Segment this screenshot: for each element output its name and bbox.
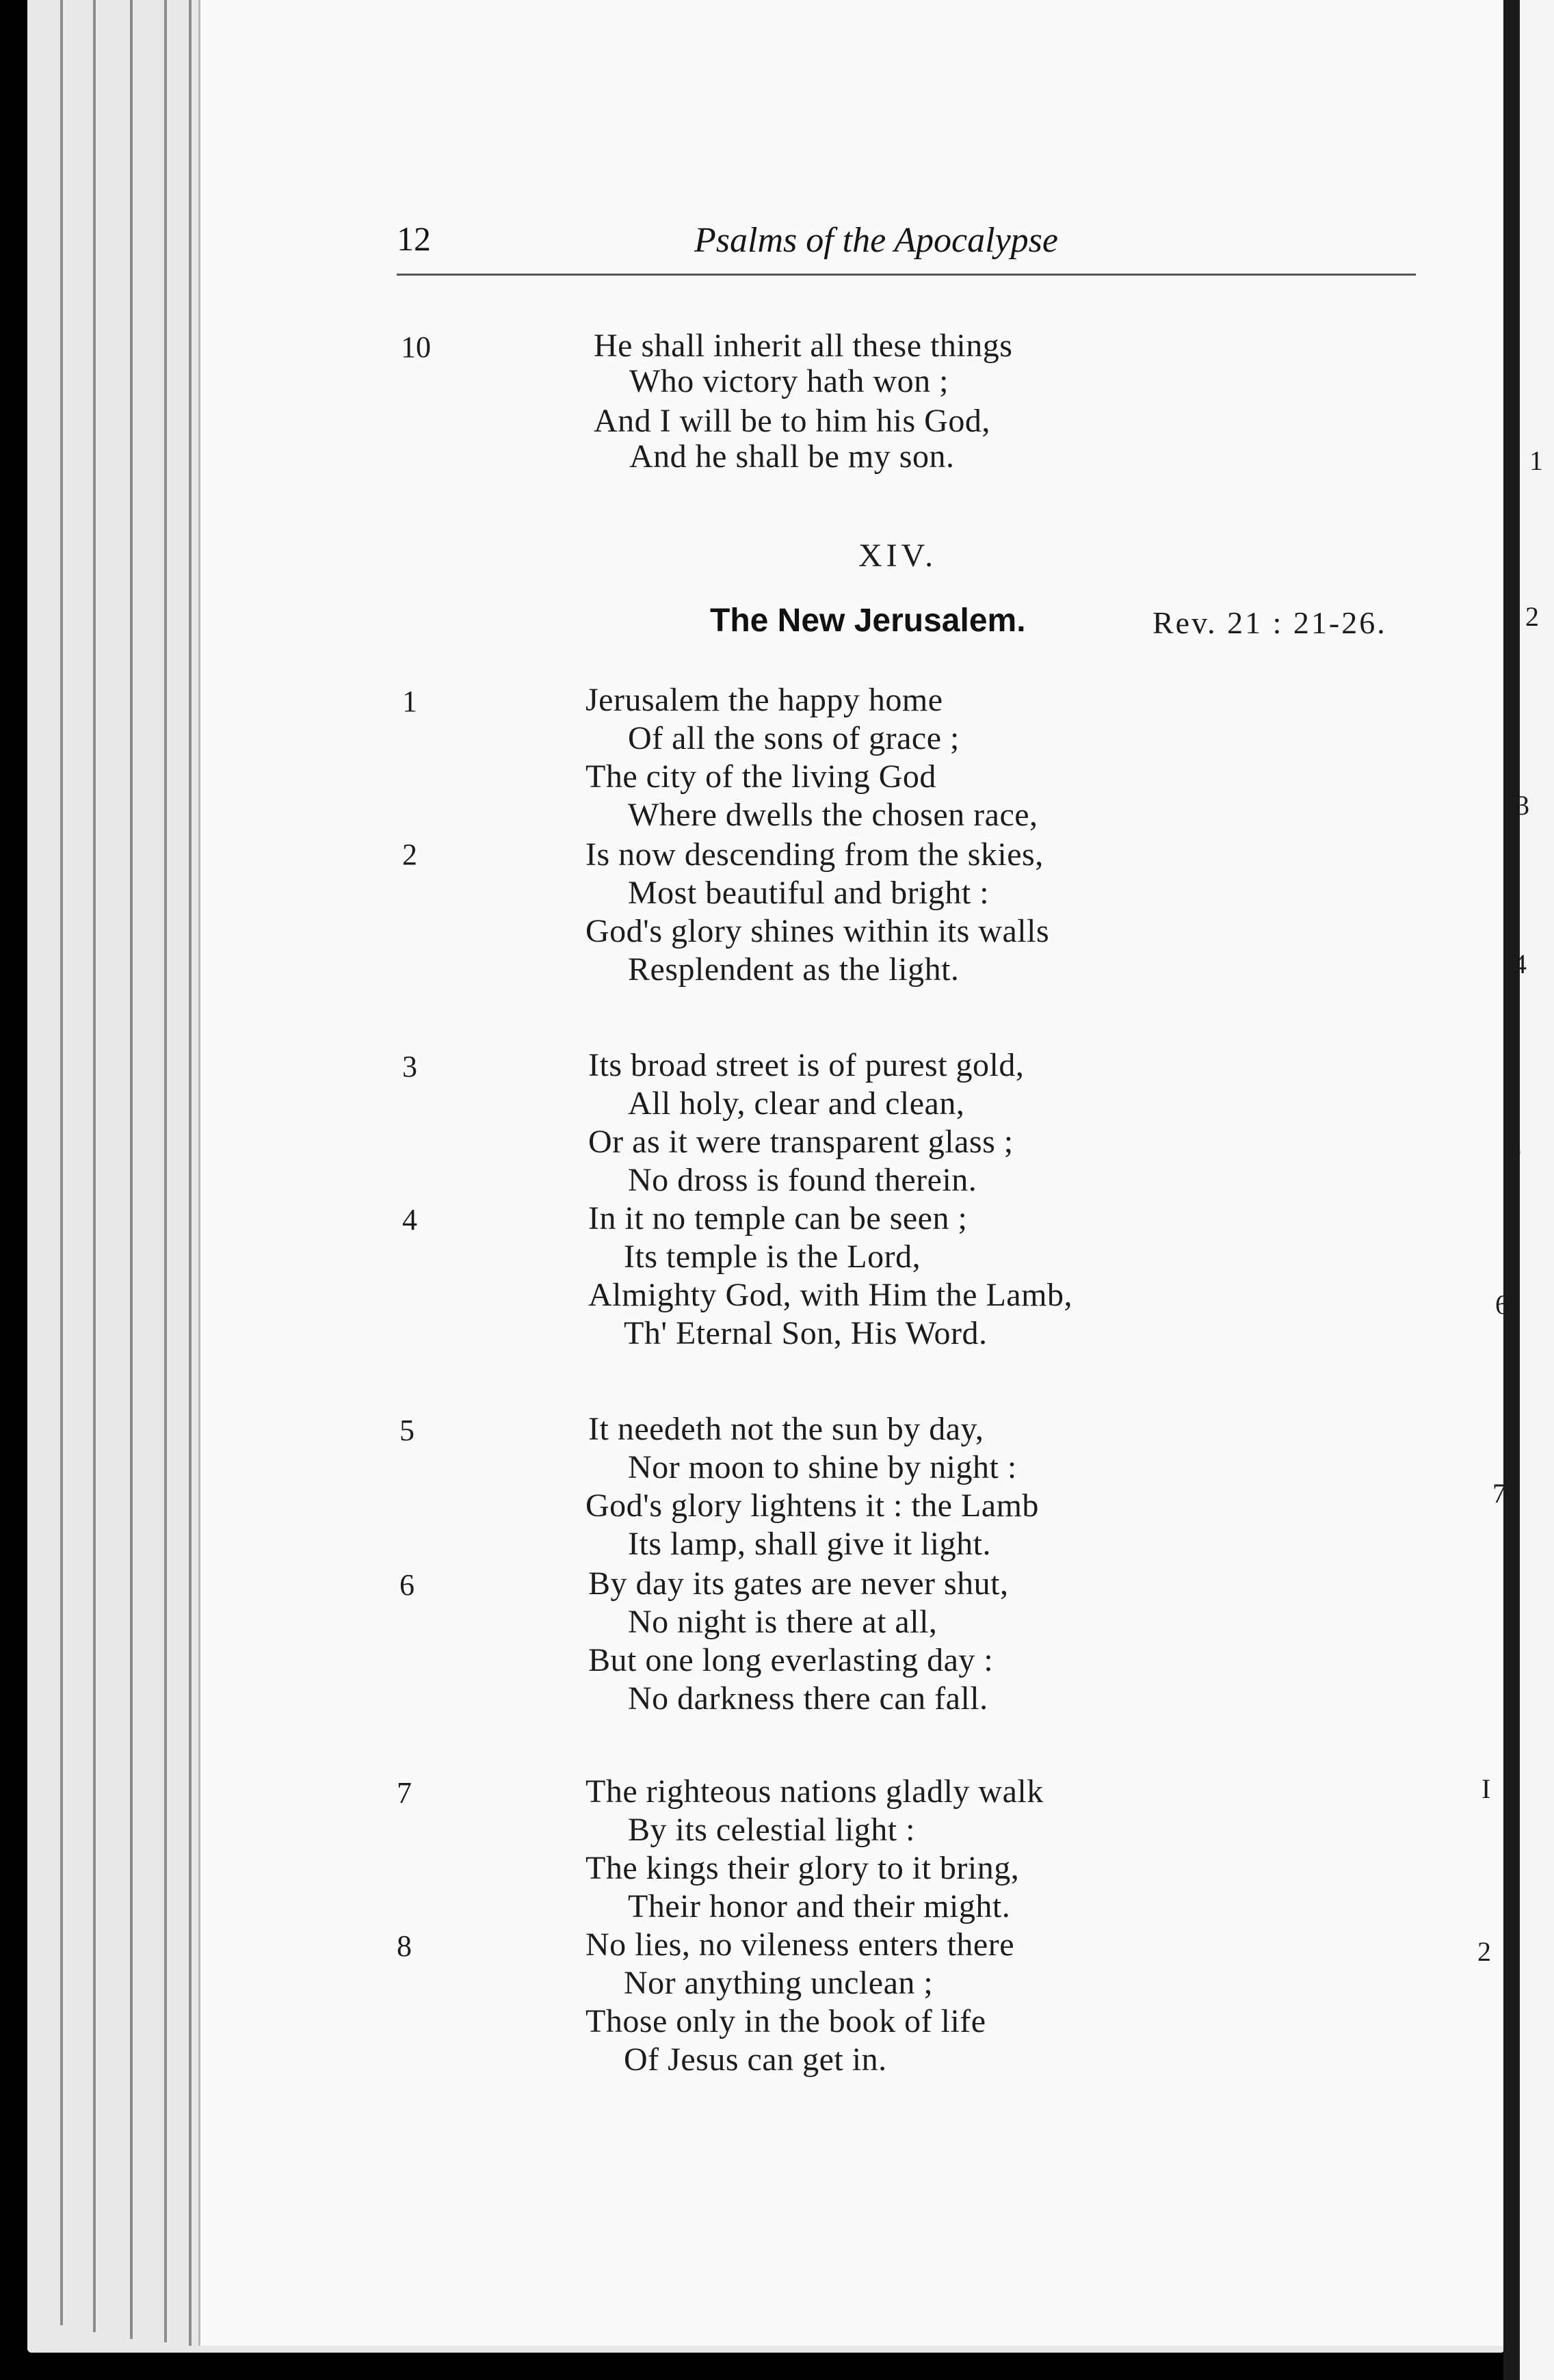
reference-book: Rev. <box>1153 605 1217 640</box>
facing-page-number: 2 <box>1525 601 1539 632</box>
verse-line: But one long everlasting day : <box>588 1642 994 1678</box>
facing-page-number: 1 <box>1529 445 1543 476</box>
page-edge <box>130 0 133 2339</box>
verse-line: No darkness there can fall. <box>628 1680 988 1717</box>
verse-number: 3 <box>402 1050 417 1083</box>
verse-line: Th' Eternal Son, His Word. <box>624 1315 988 1351</box>
facing-page-number: 3 <box>1516 790 1529 821</box>
verse-line: Nor anything unclean ; <box>624 1965 934 2001</box>
verse-line: Its temple is the Lord, <box>624 1239 921 1275</box>
verse-line: No night is there at all, <box>628 1604 938 1640</box>
facing-page-number: 7 <box>1492 1478 1506 1509</box>
verse-line: No dross is found therein. <box>628 1162 977 1198</box>
verse-line: By its celestial light : <box>628 1812 915 1848</box>
verse-number: 5 <box>399 1414 414 1447</box>
verse-line: It needeth not the sun by day, <box>588 1411 984 1447</box>
page-edge <box>164 0 167 2342</box>
verse-number: 1 <box>402 685 417 718</box>
verse-line: Nor moon to shine by night : <box>628 1449 1017 1485</box>
facing-page-number: I <box>1481 1773 1491 1804</box>
verse-line: God's glory shines within its walls <box>585 913 1050 949</box>
page-edge <box>93 0 96 2332</box>
verse-line: Its lamp, shall give it light. <box>628 1526 991 1562</box>
running-head: Psalms of the Apocalypse <box>694 221 1058 260</box>
verse-line: And I will be to him his God, <box>594 403 990 439</box>
facing-page-number: 4 <box>1513 949 1527 979</box>
verse-line: God's glory lightens it : the Lamb <box>585 1488 1039 1524</box>
verse-line: All holy, clear and clean, <box>628 1085 965 1122</box>
verse-line: Jerusalem the happy home <box>585 682 943 718</box>
facing-page-number: 5 <box>1507 1133 1521 1164</box>
verse-line: By day its gates are never shut, <box>588 1565 1009 1602</box>
verse-number: 2 <box>402 838 417 871</box>
psalm-number: XIV. <box>858 538 938 574</box>
verse-line: Most beautiful and bright : <box>628 875 990 911</box>
verse-line: Resplendent as the light. <box>628 951 960 988</box>
verse-line: Or as it were transparent glass ; <box>588 1124 1014 1160</box>
verse-line: Of Jesus can get in. <box>624 2041 887 2078</box>
facing-page-edge <box>1520 0 1554 2380</box>
facing-page-number: 6 <box>1495 1289 1509 1320</box>
page-gutter <box>1503 0 1520 2380</box>
verse-line: In it no temple can be seen ; <box>588 1200 968 1237</box>
verse-number: 4 <box>402 1203 417 1237</box>
page-edge <box>189 0 192 2346</box>
page-number: 12 <box>397 220 431 258</box>
verse-line: Who victory hath won ; <box>629 363 949 399</box>
page-edge <box>60 0 63 2325</box>
verse-number: 8 <box>397 1929 412 1963</box>
page-header <box>397 219 1416 276</box>
verse-number: 10 <box>401 330 431 364</box>
psalm-title: The New Jerusalem. <box>710 603 1026 639</box>
verse-line: Where dwells the chosen race, <box>628 797 1038 833</box>
verse-line: No lies, no vileness enters there <box>585 1927 1014 1963</box>
verse-line: He shall inherit all these things <box>594 328 1013 364</box>
verse-number: 7 <box>397 1776 412 1810</box>
verse-line: Their honor and their might. <box>628 1888 1011 1925</box>
verse-line: Of all the sons of grace ; <box>628 720 960 756</box>
verse-line: Almighty God, with Him the Lamb, <box>588 1277 1072 1313</box>
facing-page-number: 2 <box>1477 1936 1491 1967</box>
verse-line: And he shall be my son. <box>629 438 955 475</box>
verse-line: Is now descending from the skies, <box>585 836 1044 873</box>
verse-line: The city of the living God <box>585 758 936 795</box>
reference-chapter-verses: 21 : 21-26. <box>1217 605 1387 640</box>
verse-line: The kings their glory to it bring, <box>585 1850 1020 1886</box>
scripture-reference <box>1153 605 1387 641</box>
verse-line: The righteous nations gladly walk <box>585 1773 1044 1810</box>
verse-number: 6 <box>399 1568 414 1602</box>
verse-line: Those only in the book of life <box>585 2003 986 2039</box>
verse-line: Its broad street is of purest gold, <box>588 1047 1025 1083</box>
